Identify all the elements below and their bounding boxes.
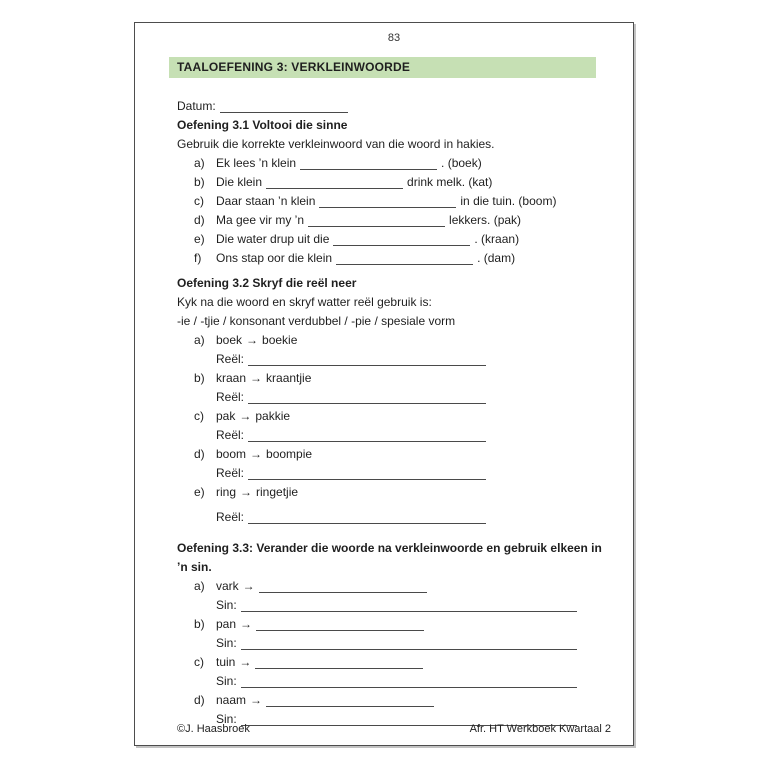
arrow-icon: → bbox=[240, 617, 253, 631]
page-footer bbox=[177, 723, 611, 735]
exercise2-heading: Oefening 3.2 Skryf die reël neer bbox=[177, 276, 357, 290]
exercise1-heading: Oefening 3.1 Voltooi die sinne bbox=[177, 118, 348, 132]
answer-blank[interactable] bbox=[336, 252, 473, 265]
reel-row bbox=[194, 464, 611, 483]
item-word: pak bbox=[216, 409, 236, 423]
exercise3-heading: Oefening 3.3: Verander die woorde na verkleinwoorde en gebruik elkeen in ’n sin. bbox=[177, 541, 602, 574]
item-text-before: Die water drup uit die bbox=[216, 232, 330, 246]
item-text-after: lekkers. (pak) bbox=[449, 213, 522, 227]
arrow-icon: → bbox=[239, 409, 252, 423]
sin-label: Sin: bbox=[216, 636, 237, 650]
reel-blank[interactable] bbox=[248, 511, 486, 524]
reel-blank[interactable] bbox=[248, 391, 486, 404]
item-word: boek bbox=[216, 333, 243, 347]
reel-label: Reël: bbox=[216, 428, 245, 442]
sin-blank[interactable] bbox=[241, 599, 577, 612]
reel-row bbox=[194, 350, 611, 369]
item-text-before: Ons stap oor die klein bbox=[216, 251, 333, 265]
exercise2-rules-line: -ie / -tjie / konsonant verdubbel / -pie / spesiale vorm bbox=[177, 314, 456, 328]
item-label: a) bbox=[194, 579, 205, 593]
reel-label: Reël: bbox=[216, 352, 245, 366]
answer-blank[interactable] bbox=[308, 214, 445, 227]
reel-blank[interactable] bbox=[248, 467, 486, 480]
item-text-before: Ma gee vir my ’n bbox=[216, 213, 305, 227]
item-label: f) bbox=[194, 251, 202, 265]
sin-row bbox=[194, 672, 611, 691]
sin-label: Sin: bbox=[216, 598, 237, 612]
exercise2-item bbox=[194, 369, 611, 388]
item-text-after: . (kraan) bbox=[474, 232, 520, 246]
answer-blank[interactable] bbox=[266, 176, 403, 189]
item-label: b) bbox=[194, 371, 205, 385]
item-word: ring bbox=[216, 485, 237, 499]
item-text-after: in die tuin. (boom) bbox=[460, 194, 557, 208]
exercise2-item bbox=[194, 445, 611, 464]
exercise1-item bbox=[194, 173, 611, 192]
item-label: e) bbox=[194, 485, 205, 499]
item-text-after: . (dam) bbox=[477, 251, 516, 265]
footer-author: ©J. Haasbroek bbox=[177, 723, 250, 735]
datum-blank[interactable] bbox=[220, 100, 348, 113]
diminutive-blank[interactable] bbox=[256, 618, 424, 631]
item-word: kraan bbox=[216, 371, 247, 385]
item-diminutive: boompie bbox=[266, 447, 313, 461]
diminutive-blank[interactable] bbox=[259, 580, 427, 593]
item-label: a) bbox=[194, 156, 205, 170]
item-label: c) bbox=[194, 409, 204, 423]
arrow-icon: → bbox=[240, 485, 253, 499]
item-text-before: Daar staan ’n klein bbox=[216, 194, 316, 208]
item-label: a) bbox=[194, 333, 205, 347]
exercise1-item bbox=[194, 230, 611, 249]
item-word: tuin bbox=[216, 655, 236, 669]
item-label: d) bbox=[194, 693, 205, 707]
arrow-icon: → bbox=[246, 333, 259, 347]
arrow-icon: → bbox=[242, 579, 255, 593]
sin-blank[interactable] bbox=[241, 675, 577, 688]
worksheet-page bbox=[134, 22, 634, 746]
reel-row bbox=[194, 426, 611, 445]
answer-blank[interactable] bbox=[333, 233, 470, 246]
diminutive-blank[interactable] bbox=[266, 694, 434, 707]
reel-row bbox=[194, 388, 611, 407]
exercise1-item bbox=[194, 211, 611, 230]
datum-row bbox=[177, 97, 611, 116]
sin-label: Sin: bbox=[216, 674, 237, 688]
exercise1-item bbox=[194, 192, 611, 211]
reel-blank[interactable] bbox=[248, 353, 486, 366]
sin-row bbox=[194, 634, 611, 653]
answer-blank[interactable] bbox=[300, 157, 437, 170]
item-label: b) bbox=[194, 175, 205, 189]
footer-book-title: Afr. HT Werkboek Kwartaal 2 bbox=[469, 723, 611, 735]
item-diminutive: ringetjie bbox=[256, 485, 299, 499]
item-word: pan bbox=[216, 617, 237, 631]
exercise2-item bbox=[194, 331, 611, 350]
datum-label: Datum: bbox=[177, 99, 216, 113]
exercise3-item bbox=[194, 691, 611, 710]
arrow-icon: → bbox=[239, 655, 252, 669]
arrow-icon: → bbox=[250, 693, 263, 707]
answer-blank[interactable] bbox=[319, 195, 456, 208]
arrow-icon: → bbox=[250, 371, 263, 385]
item-word: boom bbox=[216, 447, 247, 461]
item-text-before: Die klein bbox=[216, 175, 263, 189]
reel-label: Reël: bbox=[216, 390, 245, 404]
item-diminutive: kraantjie bbox=[266, 371, 312, 385]
reel-blank[interactable] bbox=[248, 429, 486, 442]
exercise3-item bbox=[194, 577, 611, 596]
item-diminutive: pakkie bbox=[255, 409, 291, 423]
item-label: b) bbox=[194, 617, 205, 631]
reel-label: Reël: bbox=[216, 466, 245, 480]
exercise2-item bbox=[194, 407, 611, 426]
item-text-before: Ek lees ’n klein bbox=[216, 156, 297, 170]
item-text-after: drink melk. (kat) bbox=[407, 175, 493, 189]
exercise2-list bbox=[194, 331, 611, 527]
exercise2-instruction: Kyk na die woord en skryf watter reël gebruik is: bbox=[177, 295, 432, 309]
sin-blank[interactable] bbox=[241, 637, 577, 650]
exercise3-list bbox=[194, 577, 611, 729]
sin-label: Sin: bbox=[216, 712, 237, 726]
exercise1-list bbox=[194, 154, 611, 268]
diminutive-blank[interactable] bbox=[255, 656, 423, 669]
exercise2-item bbox=[194, 483, 611, 502]
exercise3-item bbox=[194, 653, 611, 672]
item-label: e) bbox=[194, 232, 205, 246]
section-title-bar: TAALOEFENING 3: VERKLEINWOORDE bbox=[169, 57, 596, 78]
item-word: naam bbox=[216, 693, 247, 707]
sin-row bbox=[194, 596, 611, 615]
reel-label: Reël: bbox=[216, 510, 245, 524]
arrow-icon: → bbox=[250, 447, 263, 461]
item-label: d) bbox=[194, 447, 205, 461]
item-diminutive: boekie bbox=[262, 333, 298, 347]
item-label: d) bbox=[194, 213, 205, 227]
item-text-after: . (boek) bbox=[441, 156, 482, 170]
reel-row bbox=[194, 508, 611, 527]
item-word: vark bbox=[216, 579, 239, 593]
exercise1-item bbox=[194, 154, 611, 173]
item-label: c) bbox=[194, 655, 204, 669]
exercise1-item bbox=[194, 249, 611, 268]
page-number: 83 bbox=[387, 32, 401, 44]
exercise3-item bbox=[194, 615, 611, 634]
item-label: c) bbox=[194, 194, 204, 208]
exercise1-instruction: Gebruik die korrekte verkleinwoord van die woord in hakies. bbox=[177, 137, 495, 151]
